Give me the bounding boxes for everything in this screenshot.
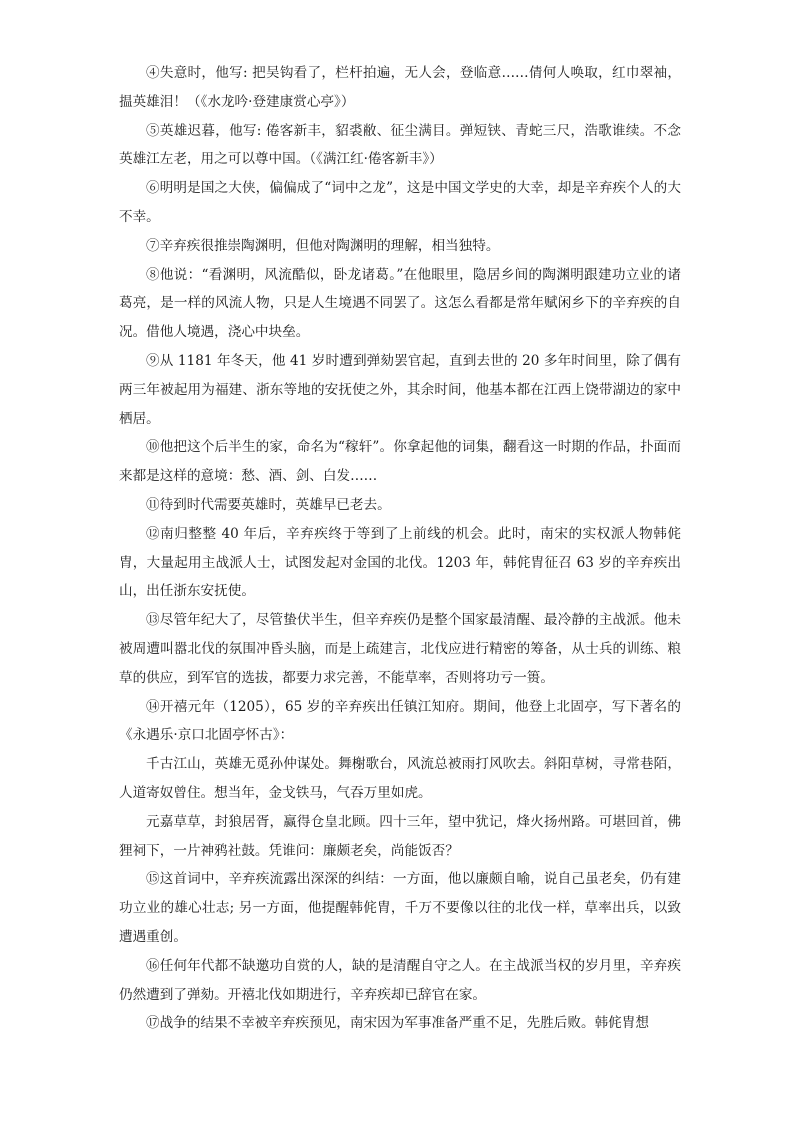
paragraph-13: ⑬尽管年纪大了，尽管蛰伏半生，但辛弃疾仍是整个国家最清醒、最冷静的主战派。他未被周遭叫嚣北伐的氛围冲昏头脑，而是上疏建言，北伐应进行精密的筹备，从士兵的训练、粮草的供应，到军官的选拔，都要力求完善，不能草率，否则将功亏一篑。 — [119, 612, 681, 686]
paragraph-14: ⑭开禧元年（1205），65 岁的辛弃疾出任镇江知府。期间，他登上北固亭，写下著名的《永遇乐·京口北固亭怀古》： — [119, 698, 681, 744]
paragraph-4: ④失意时，他写: 把吴钩看了，栏杆拍遍，无人会，登临意……倩何人唤取，红巾翠袖，揾英雄泪！（《水龙吟·登建康赏心亭》） — [119, 65, 681, 110]
paragraph-6: ⑥明明是国之大侠，偏偏成了“词中之龙”，这是中国文学史的大幸，却是辛弃疾个人的大不幸。 — [119, 180, 681, 225]
paragraph-11: ⑪待到时代需要英雄时，英雄早已老去。 — [146, 496, 391, 513]
document-body — [119, 59, 681, 1038]
paragraph-17: ⑰战争的结果不幸被辛弃疾预见，南宋因为军事准备严重不足，先胜后败。韩侂胄想 — [146, 1015, 649, 1032]
paragraph-10: ⑩他把这个后半生的家，命名为“稼轩”。你拿起他的词集，翻看这一时期的作品，扑面而来都是这样的意境：愁、酒、剑、白发…… — [119, 439, 681, 485]
paragraph-5: ⑤英雄迟暮，他写: 倦客新丰，貂裘敝、征尘满目。弹短铗、青蛇三尺，浩歌谁续。不念英雄江左老，用之可以尊中国。（《满江红·倦客新丰》） — [119, 122, 681, 168]
paragraph-15: ⑮这首词中，辛弃疾流露出深深的纠结：一方面，他以廉颇自喻，说自己虽老矣，仍有建功立业的雄心壮志; 另一方面，他提醒韩侂胄，千万不要像以往的北伐一样，草率出兵，以致遭遇重创。 — [119, 871, 681, 945]
paragraph-7: ⑦辛弃疾很推崇陶渊明，但他对陶渊明的理解，相当独特。 — [146, 237, 500, 254]
paragraph-9: ⑨从 1181 年冬天，他 41 岁时遭到弹劾罢官起，直到去世的 20 多年时间里，除了偶有两三年被起用为福建、浙东等地的安抚使之外，其余时间，他基本都在江西上饶带湖边的家中栖居。 — [119, 352, 681, 427]
poem-stanza-1: 千古江山，英雄无觅孙仲谋处。舞榭歌台，风流总被雨打风吹去。斜阳草树，寻常巷陌，人道寄奴曾住。想当年，金戈铁马，气吞万里如虎。 — [119, 756, 681, 801]
paragraph-16: ⑯任何年代都不缺邀功自赏的人，缺的是清醒自守之人。在主战派当权的岁月里，辛弃疾仍然遭到了弹劾。开禧北伐如期进行，辛弃疾却已辞官在家。 — [119, 957, 681, 1003]
paragraph-8: ⑧他说：“看渊明，风流酷似，卧龙诸葛。”在他眼里，隐居乡间的陶渊明跟建功立业的诸葛亮，是一样的风流人物，只是人生境遇不同罢了。这怎么看都是常年赋闲乡下的辛弃疾的自况。借他人境遇，浇心中块垒。 — [119, 266, 681, 341]
poem-stanza-2: 元嘉草草，封狼居胥，赢得仓皇北顾。四十三年，望中犹记，烽火扬州路。可堪回首，佛狸祠下，一片神鸦社鼓。凭谁问：廉颇老矣，尚能饭否？ — [119, 813, 681, 859]
paragraph-12: ⑫南归整整 40 年后，辛弃疾终于等到了上前线的机会。此时，南宋的实权派人物韩侂胄，大量起用主战派人士，试图发起对金国的北伐。1203 年，韩侂胄征召 63 岁的辛弃疾出山，出任浙东安抚使。 — [119, 525, 681, 600]
